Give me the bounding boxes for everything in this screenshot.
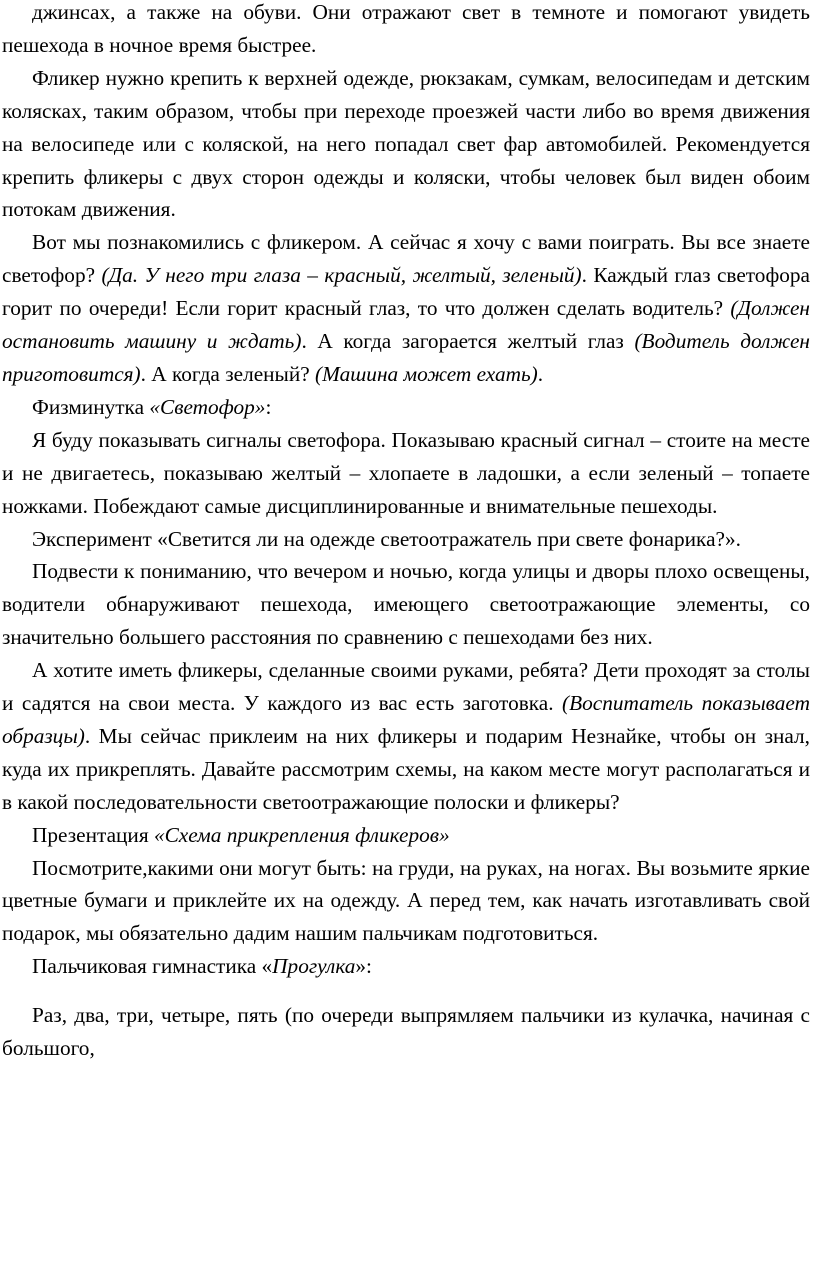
text-span: Пальчиковая гимнастика « (32, 954, 273, 979)
text-span: джинсах, а также на обуви. Они отражают свет в темноте и помогают увидеть пешехода в ночное время быстрее. (2, 0, 810, 57)
paragraph-flicker-attachment (2, 62, 810, 227)
paragraph-gap (2, 983, 810, 999)
paragraph-understanding (2, 555, 810, 654)
text-span: Я буду показывать сигналы светофора. Показываю красный сигнал – стоите на месте и не двигаетесь, показываю желтый – хлопаете в ладошки, а если зеленый – топаете ножками. Побеждают самые дисциплинированные и внимательные пешеходы. (2, 427, 810, 518)
paragraph-physical-minute-title (2, 391, 810, 424)
paragraph-traffic-light-game (2, 226, 810, 391)
text-span: . А когда зеленый? (140, 361, 316, 386)
text-span: Фликер нужно крепить к верхней одежде, рюкзакам, сумкам, велосипедам и детским колясках, таким образом, чтобы при переходе проезжей части либо во время движения на велосипеде или с коляской, на него попадал свет фар автомобилей. Рекомендуется крепить фликеры с двух сторон одежды и коляски, чтобы человек был виден обоим потокам движения. (2, 65, 810, 222)
italic-answer: (Должен остановить машину и ждать) (2, 296, 810, 354)
paragraph-counting-rhyme (2, 999, 810, 1065)
text-span: »: (355, 954, 372, 979)
italic-title: Прогулка (272, 954, 356, 979)
text-span: Посмотрите,какими они могут быть: на груди, на руках, на ногах. Вы возьмите яркие цветные бумаги и приклейте их на одежду. А перед тем, как начать изготавливать свой подарок, мы обязательно дадим нашим пальчикам подготовиться. (2, 855, 810, 946)
text-span: . (537, 361, 544, 386)
paragraph-finger-gymnastics-title (2, 950, 810, 983)
text-span: Физминутка (32, 394, 150, 419)
italic-note: (Воспитатель показывает образцы) (2, 691, 810, 748)
paragraph-handmade-flickers (2, 654, 810, 819)
text-span: Эксперимент «Светится ли на одежде светоотражатель при свете фонарика?». (32, 526, 741, 551)
text-span: . А когда загорается желтый глаз (301, 329, 635, 354)
text-span: . Мы сейчас приклеим на них фликеры и подарим Незнайке, чтобы он знал, куда их прикреплять. Давайте рассмотрим схемы, на каком месте могут располагаться и в какой последовательности светоотражающие полоски и фликеры? (2, 723, 810, 814)
text-span: Подвести к пониманию, что вечером и ночью, когда улицы и дворы плохо освещены, водители обнаруживают пешехода, имеющего светоотражающие элементы, со значительно большего расстояния по сравнению с пешеходами без них. (2, 559, 810, 650)
text-span: Презентация (32, 822, 154, 847)
paragraph-reflectors-intro (2, 0, 810, 62)
italic-answer: (Машина может ехать) (315, 361, 538, 386)
text-span: : (265, 394, 272, 419)
text-span: Вот мы познакомились с фликером. А сейчас я хочу с вами поиграть. Вы все знаете светофор? (2, 230, 810, 288)
italic-title: «Схема прикрепления фликеров» (153, 822, 450, 847)
paragraph-presentation-title (2, 819, 810, 852)
text-span: А хотите иметь фликеры, сделанные своими руками, ребята? Дети проходят за столы и садятся на свои места. У каждого из вас есть заготовка. (2, 658, 810, 716)
paragraph-look-placement (2, 852, 810, 951)
paragraph-traffic-signals-rules (2, 424, 810, 523)
text-span: . Каждый глаз светофора горит по очереди! Если горит красный глаз, то что должен сделать водитель? (2, 263, 811, 321)
paragraph-experiment (2, 523, 810, 556)
italic-title: «Светофор» (149, 394, 266, 419)
italic-answer: (Водитель должен приготовится) (2, 329, 810, 386)
italic-answer: (Да. У него три глаза – красный, желтый, зеленый) (101, 263, 582, 288)
text-span: Раз, два, три, четыре, пять (по очереди выпрямляем пальчики из кулачка, начиная с большого, (2, 1003, 810, 1061)
